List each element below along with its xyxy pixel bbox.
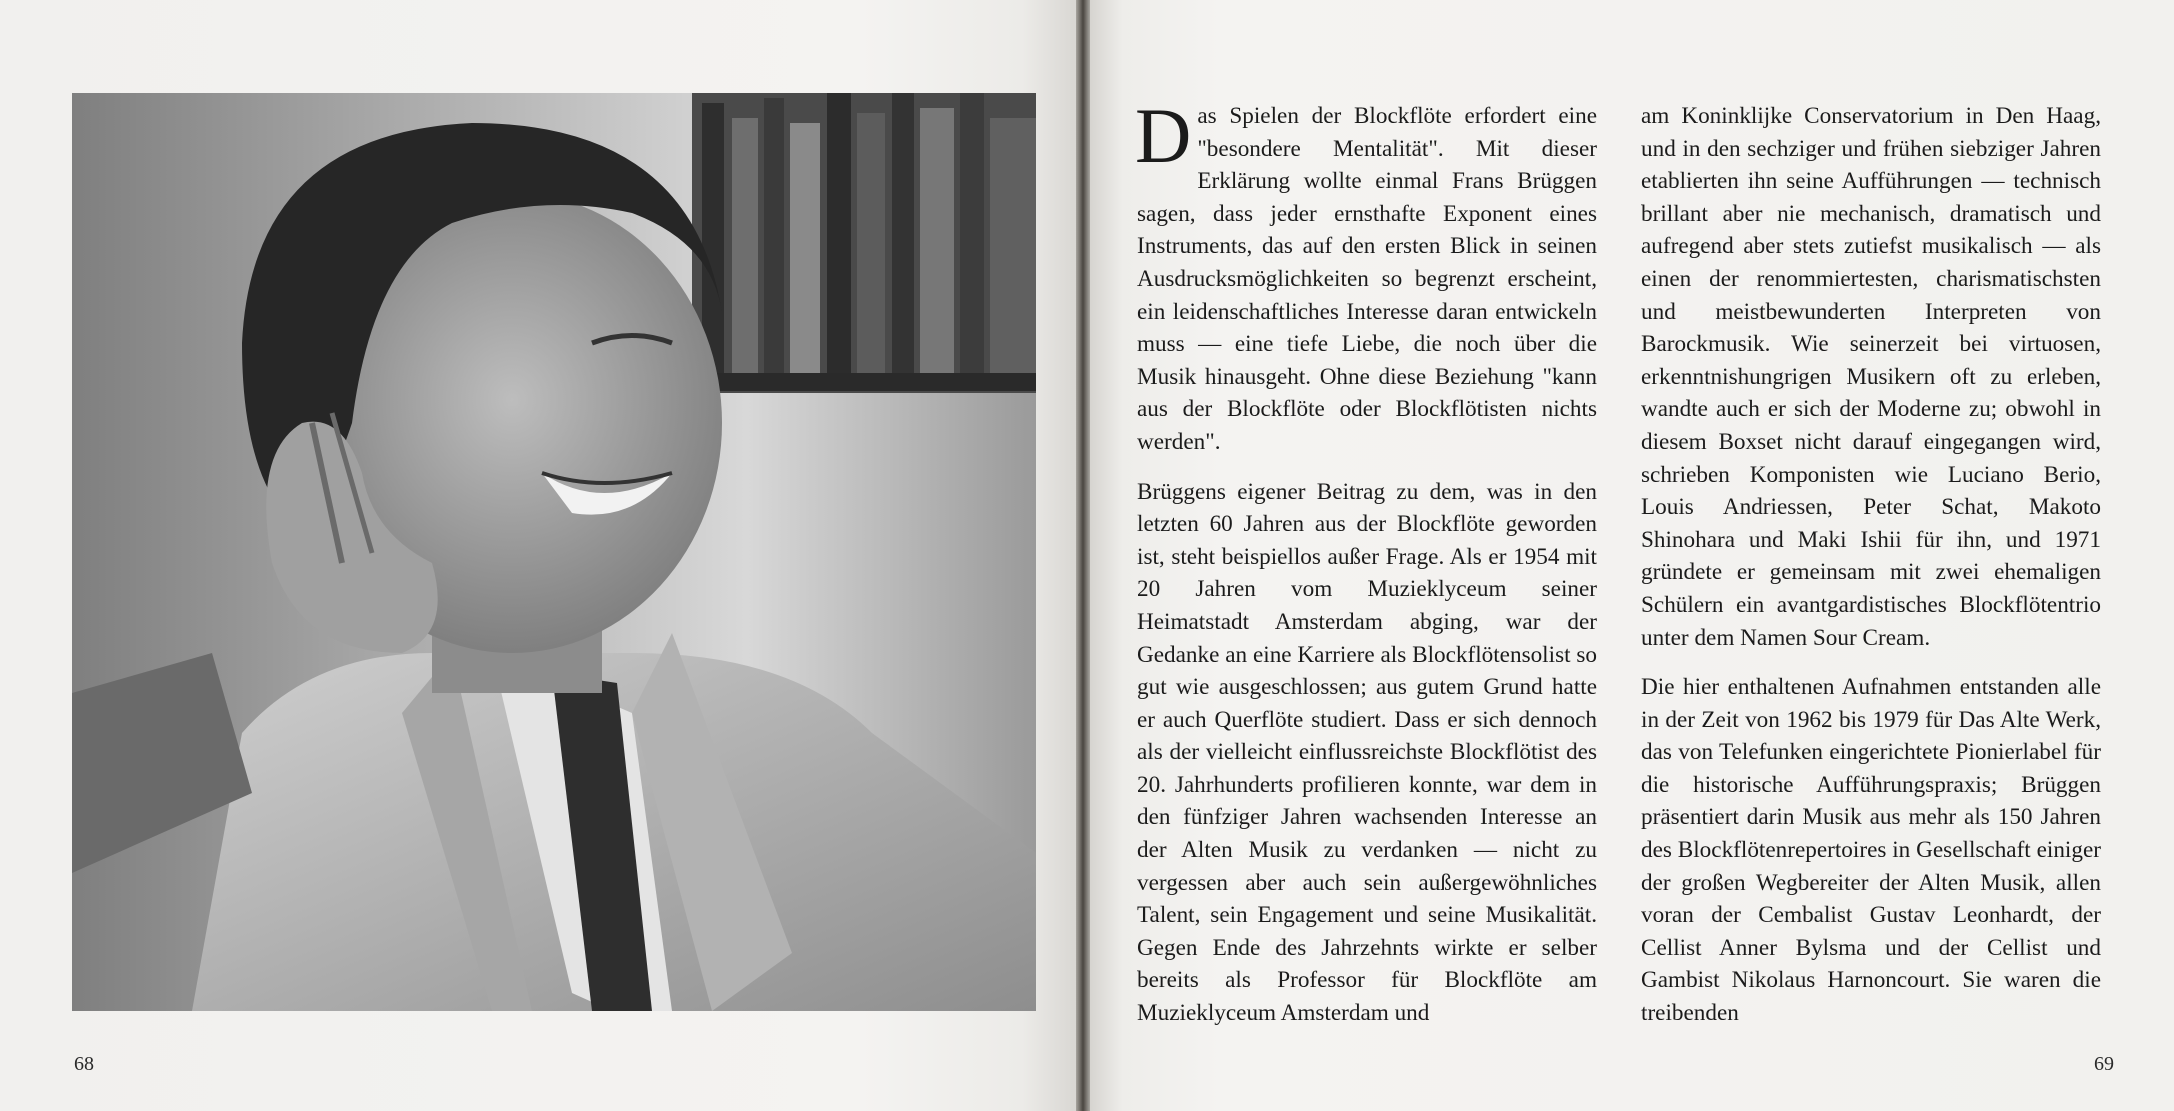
paragraph: am Koninklijke Conservatorium in Den Haag, und in den sechziger und frühen siebziger Jahren etablierten ihn seine Aufführungen — technisch brillant aber nie mechanisch, dramatisch und aufregend aber stets zutiefst musikalisch — als einen der renommiertesten, charismatischsten und meistbewunderten Interpreten von Barockmusik. Wie seinerzeit bei virtuosen, erkenntnishungrigen Musikern oft zu erleben, wandte auch er sich der Moderne zu; obwohl in diesem Boxset nicht darauf eingegangen wird, schrieben Komponisten wie Luciano Berio, Louis Andriessen, Peter Schat, Makoto Shinohara und Maki Ishii für ihn, und 1971 gründete er gemeinsam mit zwei ehemaligen Schülern ein avantgardistisches Blockflötentrio unter dem Namen Sour Cream. (1641, 103, 2101, 651)
paragraph (1135, 92, 1597, 459)
book-gutter (1076, 0, 1090, 1111)
page-number: 69 (2094, 1053, 2114, 1075)
text-column-1 (1135, 92, 1597, 1030)
right-page (1090, 0, 2174, 1111)
text-column-2 (1641, 100, 2101, 1030)
paragraph: Brüggens eigener Beitrag zu dem, was in den letzten 60 Jahren aus der Blockflöte geworden ist, steht beispiellos außer Frage. Als er 1954 mit 20 Jahren vom Muzieklyceum seiner Heimatstadt Amsterdam abging, war der Gedanke an eine Karriere als Blockflötensolist so gut wie ausgeschlossen; aus gutem Grund hatte er auch Querflöte studiert. Dass er sich dennoch als der vielleicht einflussreichste Blockflötist des 20. Jahrhunderts profilieren konnte, war dem in den fünfziger Jahren wachsenden Interesse an der Alten Musik zu verdanken — nicht zu vergessen aber auch sein außergewöhnliches Talent, sein Engagement und seine Musikalität. Gegen Ende des Jahrzehnts wirkte er selber bereits als Professor für Blockflöte am Muzieklyceum Amsterdam und (1137, 478, 1597, 1027)
drop-cap: D (1135, 92, 1192, 179)
left-page (0, 0, 1076, 1111)
portrait-photo (72, 93, 1036, 1011)
paragraph-text: as Spielen der Blockflöte erfordert eine "besondere Mentalität". Mit dieser Erklärung wollte einmal Frans Brüggen sagen, dass jeder ernsthafte Exponent eines Instruments, das auf den ersten Blick in seinen Ausdrucksmöglichkeiten so begrenzt erscheint, ein leidenschaftliches Interesse daran entwickeln muss — eine tiefe Liebe, die noch über die Musik hinausgeht. Ohne diese Beziehung "kann aus der Blockflöte oder Blockflötisten nichts werden". (1137, 103, 1597, 455)
page-number: 68 (74, 1053, 94, 1075)
paragraph: Die hier enthaltenen Aufnahmen entstanden alle in der Zeit von 1962 bis 1979 für Das Alte Werk, das von Telefunken eingerichtete Pionierlabel für die historische Aufführungspraxis; Brüggen präsentiert darin Musik aus mehr als 150 Jahren des Blockflötenrepertoires in Gesellschaft einiger der großen Wegbereiter der Alten Musik, allen voran der Cembalist Gustav Leonhardt, der Cellist Anner Bylsma und der Cellist und Gambist Nikolaus Harnoncourt. Sie waren die treibenden (1641, 674, 2101, 1027)
